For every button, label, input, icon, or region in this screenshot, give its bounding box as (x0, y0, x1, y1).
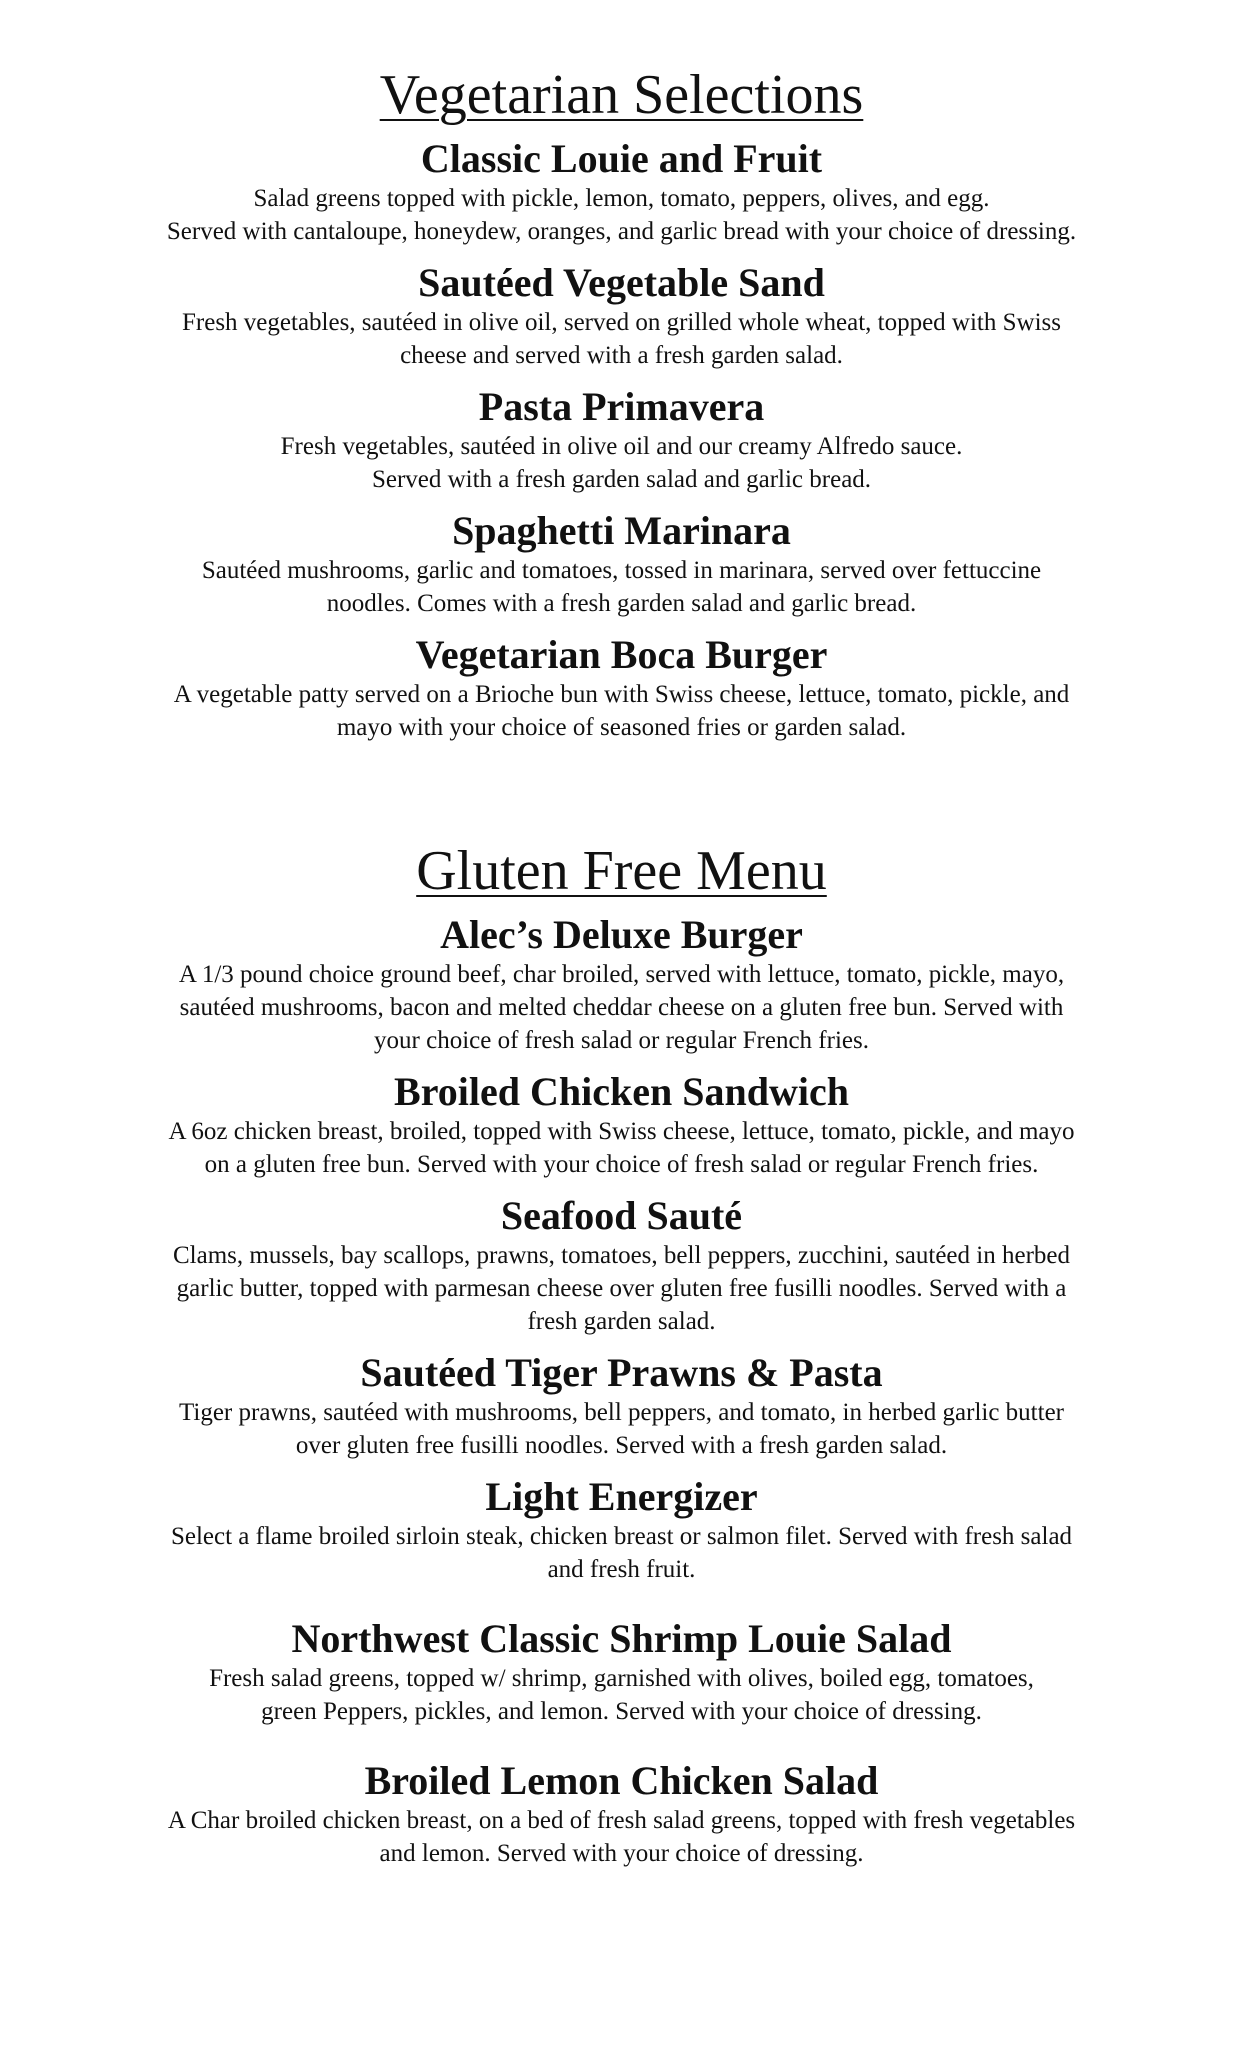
menu-item (0, 1069, 1243, 1181)
item-name: Seafood Sauté (500, 1193, 743, 1238)
section-title-vegetarian: Vegetarian Selections (379, 64, 864, 126)
description-line: Select a flame broiled sirloin steak, chicken breast or salmon filet. Served with fresh salad (170, 1523, 1073, 1550)
item-name: Alec’s Deluxe Burger (440, 912, 803, 957)
menu-item (0, 136, 1243, 248)
item-description (0, 958, 1243, 1057)
item-name: Sautéed Tiger Prawns & Pasta (360, 1350, 883, 1395)
menu-item (0, 1616, 1243, 1728)
menu-item (0, 1350, 1243, 1462)
description-line: Clams, mussels, bay scallops, prawns, tomatoes, bell peppers, zucchini, sautéed in herbed (172, 1242, 1070, 1269)
description-line: on a gluten free bun. Served with your choice of fresh salad or regular French fries. (204, 1151, 1039, 1178)
description-line: Sautéed mushrooms, garlic and tomatoes, tossed in marinara, served over fettuccine (201, 557, 1042, 584)
item-name: Sautéed Vegetable Sand (418, 260, 825, 305)
item-description (0, 678, 1243, 744)
item-description (0, 1396, 1243, 1462)
menu-item (0, 1474, 1243, 1586)
description-line: A vegetable patty served on a Brioche bun with Swiss cheese, lettuce, tomato, pickle, and (173, 681, 1070, 708)
item-description (0, 1804, 1243, 1870)
description-line: A 1/3 pound choice ground beef, char broiled, served with lettuce, tomato, pickle, mayo, (178, 961, 1065, 988)
description-line: and lemon. Served with your choice of dressing. (379, 1840, 864, 1867)
description-line: your choice of fresh salad or regular French fries. (374, 1027, 869, 1054)
item-description (0, 182, 1243, 248)
item-name: Spaghetti Marinara (452, 508, 791, 553)
description-line: Fresh vegetables, sautéed in olive oil and our creamy Alfredo sauce. (280, 433, 963, 460)
item-description (0, 554, 1243, 620)
menu-item (0, 384, 1243, 496)
item-name: Vegetarian Boca Burger (415, 632, 828, 677)
description-line: garlic butter, topped with parmesan cheese over gluten free fusilli noodles. Served with a (176, 1275, 1067, 1302)
item-name: Broiled Chicken Sandwich (394, 1069, 849, 1114)
section-title-gluten-free: Gluten Free Menu (416, 840, 827, 902)
gluten-free-section (0, 836, 1243, 1870)
item-name: Pasta Primavera (478, 384, 765, 429)
vegetarian-section (0, 60, 1243, 744)
menu-item (0, 912, 1243, 1057)
description-line: cheese and served with a fresh garden salad. (400, 342, 843, 369)
item-name: Light Energizer (485, 1474, 758, 1519)
description-line: mayo with your choice of seasoned fries or garden salad. (336, 714, 907, 741)
menu-item (0, 1193, 1243, 1338)
description-line: green Peppers, pickles, and lemon. Served with your choice of dressing. (261, 1698, 982, 1725)
item-name: Northwest Classic Shrimp Louie Salad (291, 1616, 952, 1661)
item-name: Classic Louie and Fruit (420, 136, 823, 181)
description-line: Served with a fresh garden salad and garlic bread. (371, 466, 872, 493)
description-line: fresh garden salad. (527, 1308, 716, 1335)
description-line: Fresh vegetables, sautéed in olive oil, served on grilled whole wheat, topped with Swiss (182, 309, 1061, 336)
description-line: Fresh salad greens, topped w/ shrimp, garnished with olives, boiled egg, tomatoes, (209, 1665, 1034, 1692)
item-description (0, 1115, 1243, 1181)
description-line: A 6oz chicken breast, broiled, topped with Swiss cheese, lettuce, tomato, pickle, and mayo (168, 1118, 1075, 1145)
item-name: Broiled Lemon Chicken Salad (364, 1758, 879, 1803)
description-line: A Char broiled chicken breast, on a bed of fresh salad greens, topped with fresh vegetables (167, 1807, 1076, 1834)
description-line: noodles. Comes with a fresh garden salad and garlic bread. (326, 590, 917, 617)
description-line: Tiger prawns, sautéed with mushrooms, bell peppers, and tomato, in herbed garlic butter (179, 1399, 1064, 1426)
description-line: Salad greens topped with pickle, lemon, tomato, peppers, olives, and egg. (253, 185, 990, 212)
item-description (0, 306, 1243, 372)
menu-item (0, 632, 1243, 744)
menu-item (0, 260, 1243, 372)
item-description (0, 1239, 1243, 1338)
description-line: and fresh fruit. (547, 1556, 696, 1583)
item-description (0, 1662, 1243, 1728)
menu-item (0, 1758, 1243, 1870)
item-description (0, 430, 1243, 496)
description-line: sautéed mushrooms, bacon and melted cheddar cheese on a gluten free bun. Served with (179, 994, 1064, 1021)
description-line: over gluten free fusilli noodles. Served with a fresh garden salad. (295, 1432, 948, 1459)
description-line: Served with cantaloupe, honeydew, oranges, and garlic bread with your choice of dressing. (166, 218, 1077, 245)
item-description (0, 1520, 1243, 1586)
menu-item (0, 508, 1243, 620)
